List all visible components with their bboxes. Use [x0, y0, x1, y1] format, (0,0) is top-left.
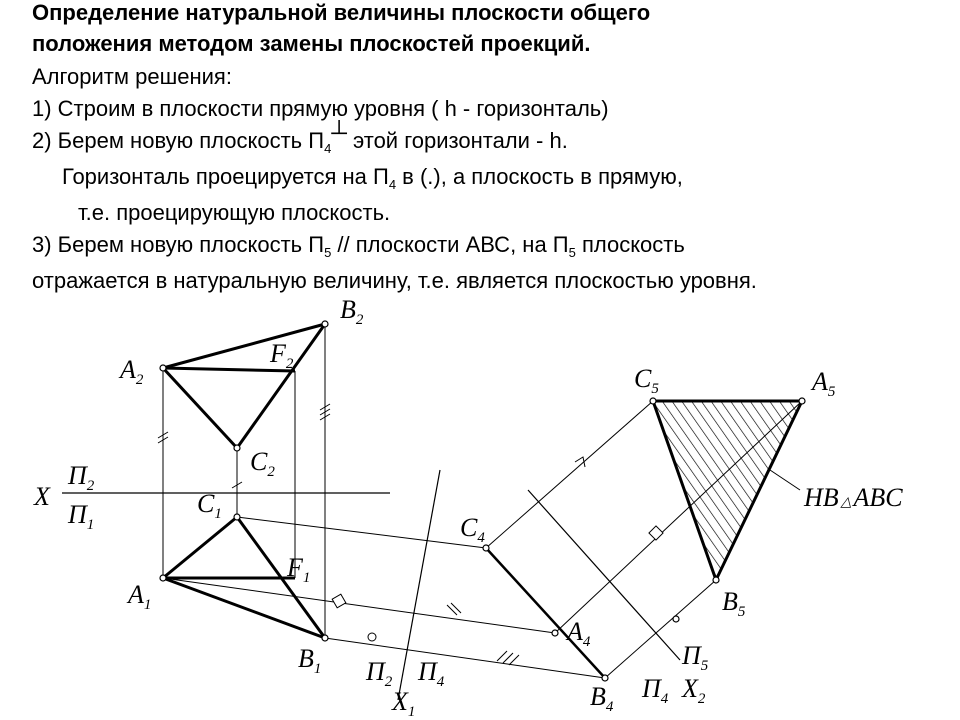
- marker-square-2: [649, 526, 663, 540]
- label-pi5: $П_5$: [682, 641, 709, 674]
- title-line-2: положения методом замены плоскостей проекций.: [32, 31, 591, 56]
- label-a2: $A_2$: [120, 355, 144, 388]
- label-b5: $B_5$: [722, 587, 746, 620]
- step-2-continued-2: т.е. проецирующую плоскость.: [78, 200, 391, 225]
- label-f1: $F_1$: [287, 553, 311, 586]
- label-f2: $F_2$: [270, 339, 294, 372]
- label-pi4-right: $П_4$: [642, 674, 669, 707]
- step-3: 3) Берем новую плоскость $П_5$ // плоскости АВС, на $П_5$ плоскость: [32, 232, 685, 260]
- step-1: 1) Строим в плоскости прямую уровня ( h - горизонталь): [32, 96, 609, 121]
- equal-marks: [158, 404, 585, 665]
- label-b1: $B_1$: [298, 644, 322, 677]
- label-pi2: $П_2$: [68, 461, 95, 494]
- label-c4: $C_4$: [460, 513, 485, 546]
- front-projection: [163, 324, 325, 448]
- title-line-1: Определение натуральной величины плоскости общего: [32, 0, 651, 25]
- label-a4: $A_4$: [567, 617, 591, 650]
- label-x2-axis: $X_2$: [682, 674, 706, 707]
- label-x-axis: X: [34, 482, 50, 511]
- step-3-continued: отражается в натуральную величину, т.е. является плоскостью уровня.: [32, 268, 757, 293]
- label-b4: $B_4$: [590, 682, 614, 715]
- label-pi2-bottom: $П_2$: [366, 657, 393, 690]
- label-c1: $C_1$: [197, 489, 222, 522]
- label-b2: $B_2$: [340, 295, 364, 328]
- label-true-size: НВ △ABC: [804, 483, 903, 512]
- label-c2: $C_2$: [250, 447, 275, 480]
- edge-view-c4-b4: [486, 548, 605, 678]
- label-c5: $C_5$: [634, 364, 659, 397]
- label-a1: $A_1$: [128, 580, 152, 613]
- label-a5: $A_5$: [812, 367, 836, 400]
- projection-lines-p4: [163, 517, 605, 678]
- algorithm-heading: Алгоритм решения:: [32, 64, 232, 89]
- step-2: 2) Берем новую плоскость $П_4┴$ этой горизонтали - h.: [32, 120, 568, 156]
- marker-square-1: [332, 594, 346, 608]
- marker-circle: [368, 633, 376, 641]
- step-2-continued: Горизонталь проецируется на $П_4$ в (.), а плоскость в прямую,: [62, 164, 683, 192]
- true-size-triangle: [653, 401, 802, 580]
- true-size-leader: [770, 470, 800, 490]
- x2-axis: [528, 490, 680, 660]
- label-pi1: $П_1$: [68, 500, 95, 533]
- label-x1-axis: $X_1$: [392, 687, 416, 720]
- label-pi4-bottom: $П_4$: [418, 657, 445, 690]
